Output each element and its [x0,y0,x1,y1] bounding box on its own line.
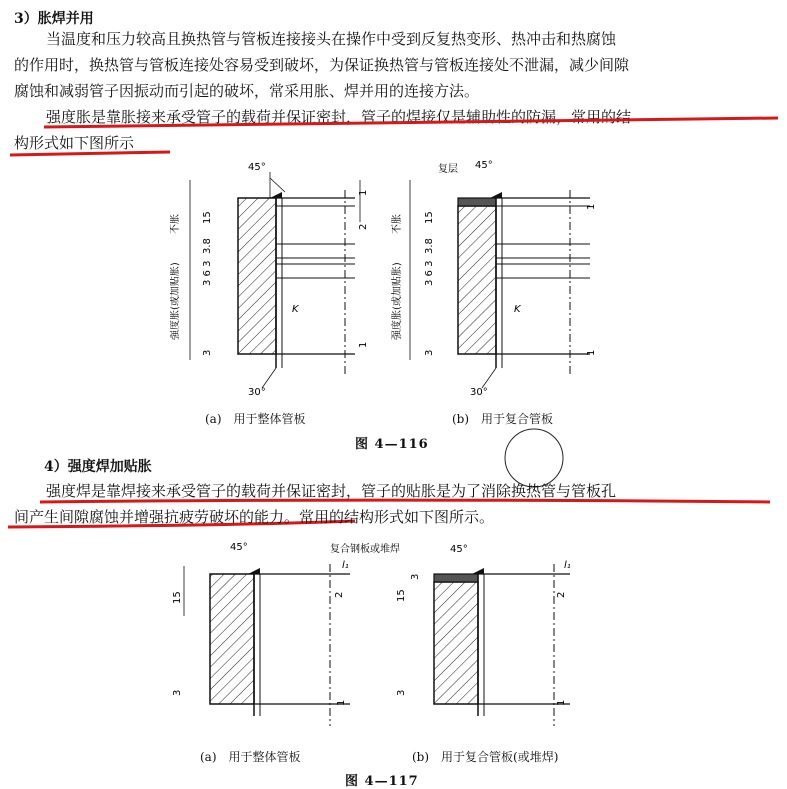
svg-text:45°: 45° [230,542,248,553]
svg-text:K: K [292,304,299,315]
figure-caption: (b) 用于复合管板(或堆焊) [412,750,559,764]
paragraph-line: 构形式如下图所示 [14,134,135,152]
svg-text:2: 2 [334,591,345,598]
drawing-a [170,162,369,398]
svg-text:3.8: 3.8 [202,238,213,254]
angle-label: 45° [248,162,266,173]
svg-text:2: 2 [556,591,567,598]
svg-text:3: 3 [202,349,213,356]
svg-text:2: 2 [358,223,369,230]
svg-text:强度胀(或加贴胀): 强度胀(或加贴胀) [392,262,403,340]
paragraph-line: 腐蚀和减弱管子因振动而引起的破坏，常采用胀、焊并用的连接方法。 [14,82,480,100]
figure-caption: (b) 用于复合管板 [452,412,554,426]
paragraph-line: 强度焊是靠焊接来承受管子的载荷并保证密封，管子的贴胀是为了消除换热管与管板孔 [46,482,617,500]
svg-text:30°: 30° [470,387,488,398]
paragraph-line: 的作用时，换热管与管板连接处容易受到破坏，为保证换热管与管板连接处不泄漏，减少间隙 [14,56,630,74]
svg-text:3: 3 [396,689,407,696]
section-3-heading: 3）胀焊并用 [14,11,94,27]
svg-text:1: 1 [358,189,369,196]
svg-text:15: 15 [202,211,213,224]
svg-text:1: 1 [358,341,369,348]
svg-text:l₁: l₁ [564,560,571,571]
figure-title: 图 4—117 [345,774,419,789]
paragraph-line: 间产生间隙腐蚀并增强抗疲劳破坏的能力。常用的结构形式如下图所示。 [14,508,495,526]
svg-text:1: 1 [336,699,347,706]
svg-text:15: 15 [396,589,407,602]
paragraph-line: 当温度和压力较高且换热管与管板连接接头在操作中受到反复热变形、热冲击和热腐蚀 [46,30,617,48]
svg-text:1: 1 [586,349,597,356]
svg-text:3: 3 [424,349,435,356]
drawing-a [172,542,350,726]
drawing-b [390,160,597,398]
svg-text:复层: 复层 [438,164,458,175]
figure-4-117-drawing [160,536,600,742]
drawing-b [330,542,571,726]
svg-text:强度胀(或加贴胀): 强度胀(或加贴胀) [170,262,181,340]
svg-text:不胀: 不胀 [170,214,181,234]
svg-text:1: 1 [556,699,567,706]
svg-text:3: 3 [410,573,421,580]
svg-text:45°: 45° [475,160,493,171]
svg-text:K: K [514,304,521,315]
angle-label: 30° [248,387,266,398]
figure-4-116-drawing [170,150,610,412]
svg-text:3 6 3: 3 6 3 [424,260,435,286]
svg-text:45°: 45° [450,544,468,555]
section-4-heading: 4）强度焊加贴胀 [44,459,152,475]
figure-caption: (a) 用于整体管板 [205,412,306,426]
svg-text:15: 15 [424,211,435,224]
svg-text:复合钢板或堆焊: 复合钢板或堆焊 [330,544,400,555]
paragraph-line: 强度胀是靠胀接来承受管子的载荷并保证密封，管子的焊接仅是辅助性的防漏，常用的结 [46,108,632,126]
svg-text:l₁: l₁ [342,560,349,571]
svg-text:15: 15 [172,591,183,604]
svg-text:3.8: 3.8 [424,238,435,254]
figure-caption: (a) 用于整体管板 [200,750,301,764]
svg-text:3: 3 [172,689,183,696]
svg-text:1: 1 [586,203,597,210]
svg-text:不胀: 不胀 [392,214,403,234]
svg-text:3 6 3: 3 6 3 [202,260,213,286]
figure-title: 图 4—116 [355,437,429,452]
